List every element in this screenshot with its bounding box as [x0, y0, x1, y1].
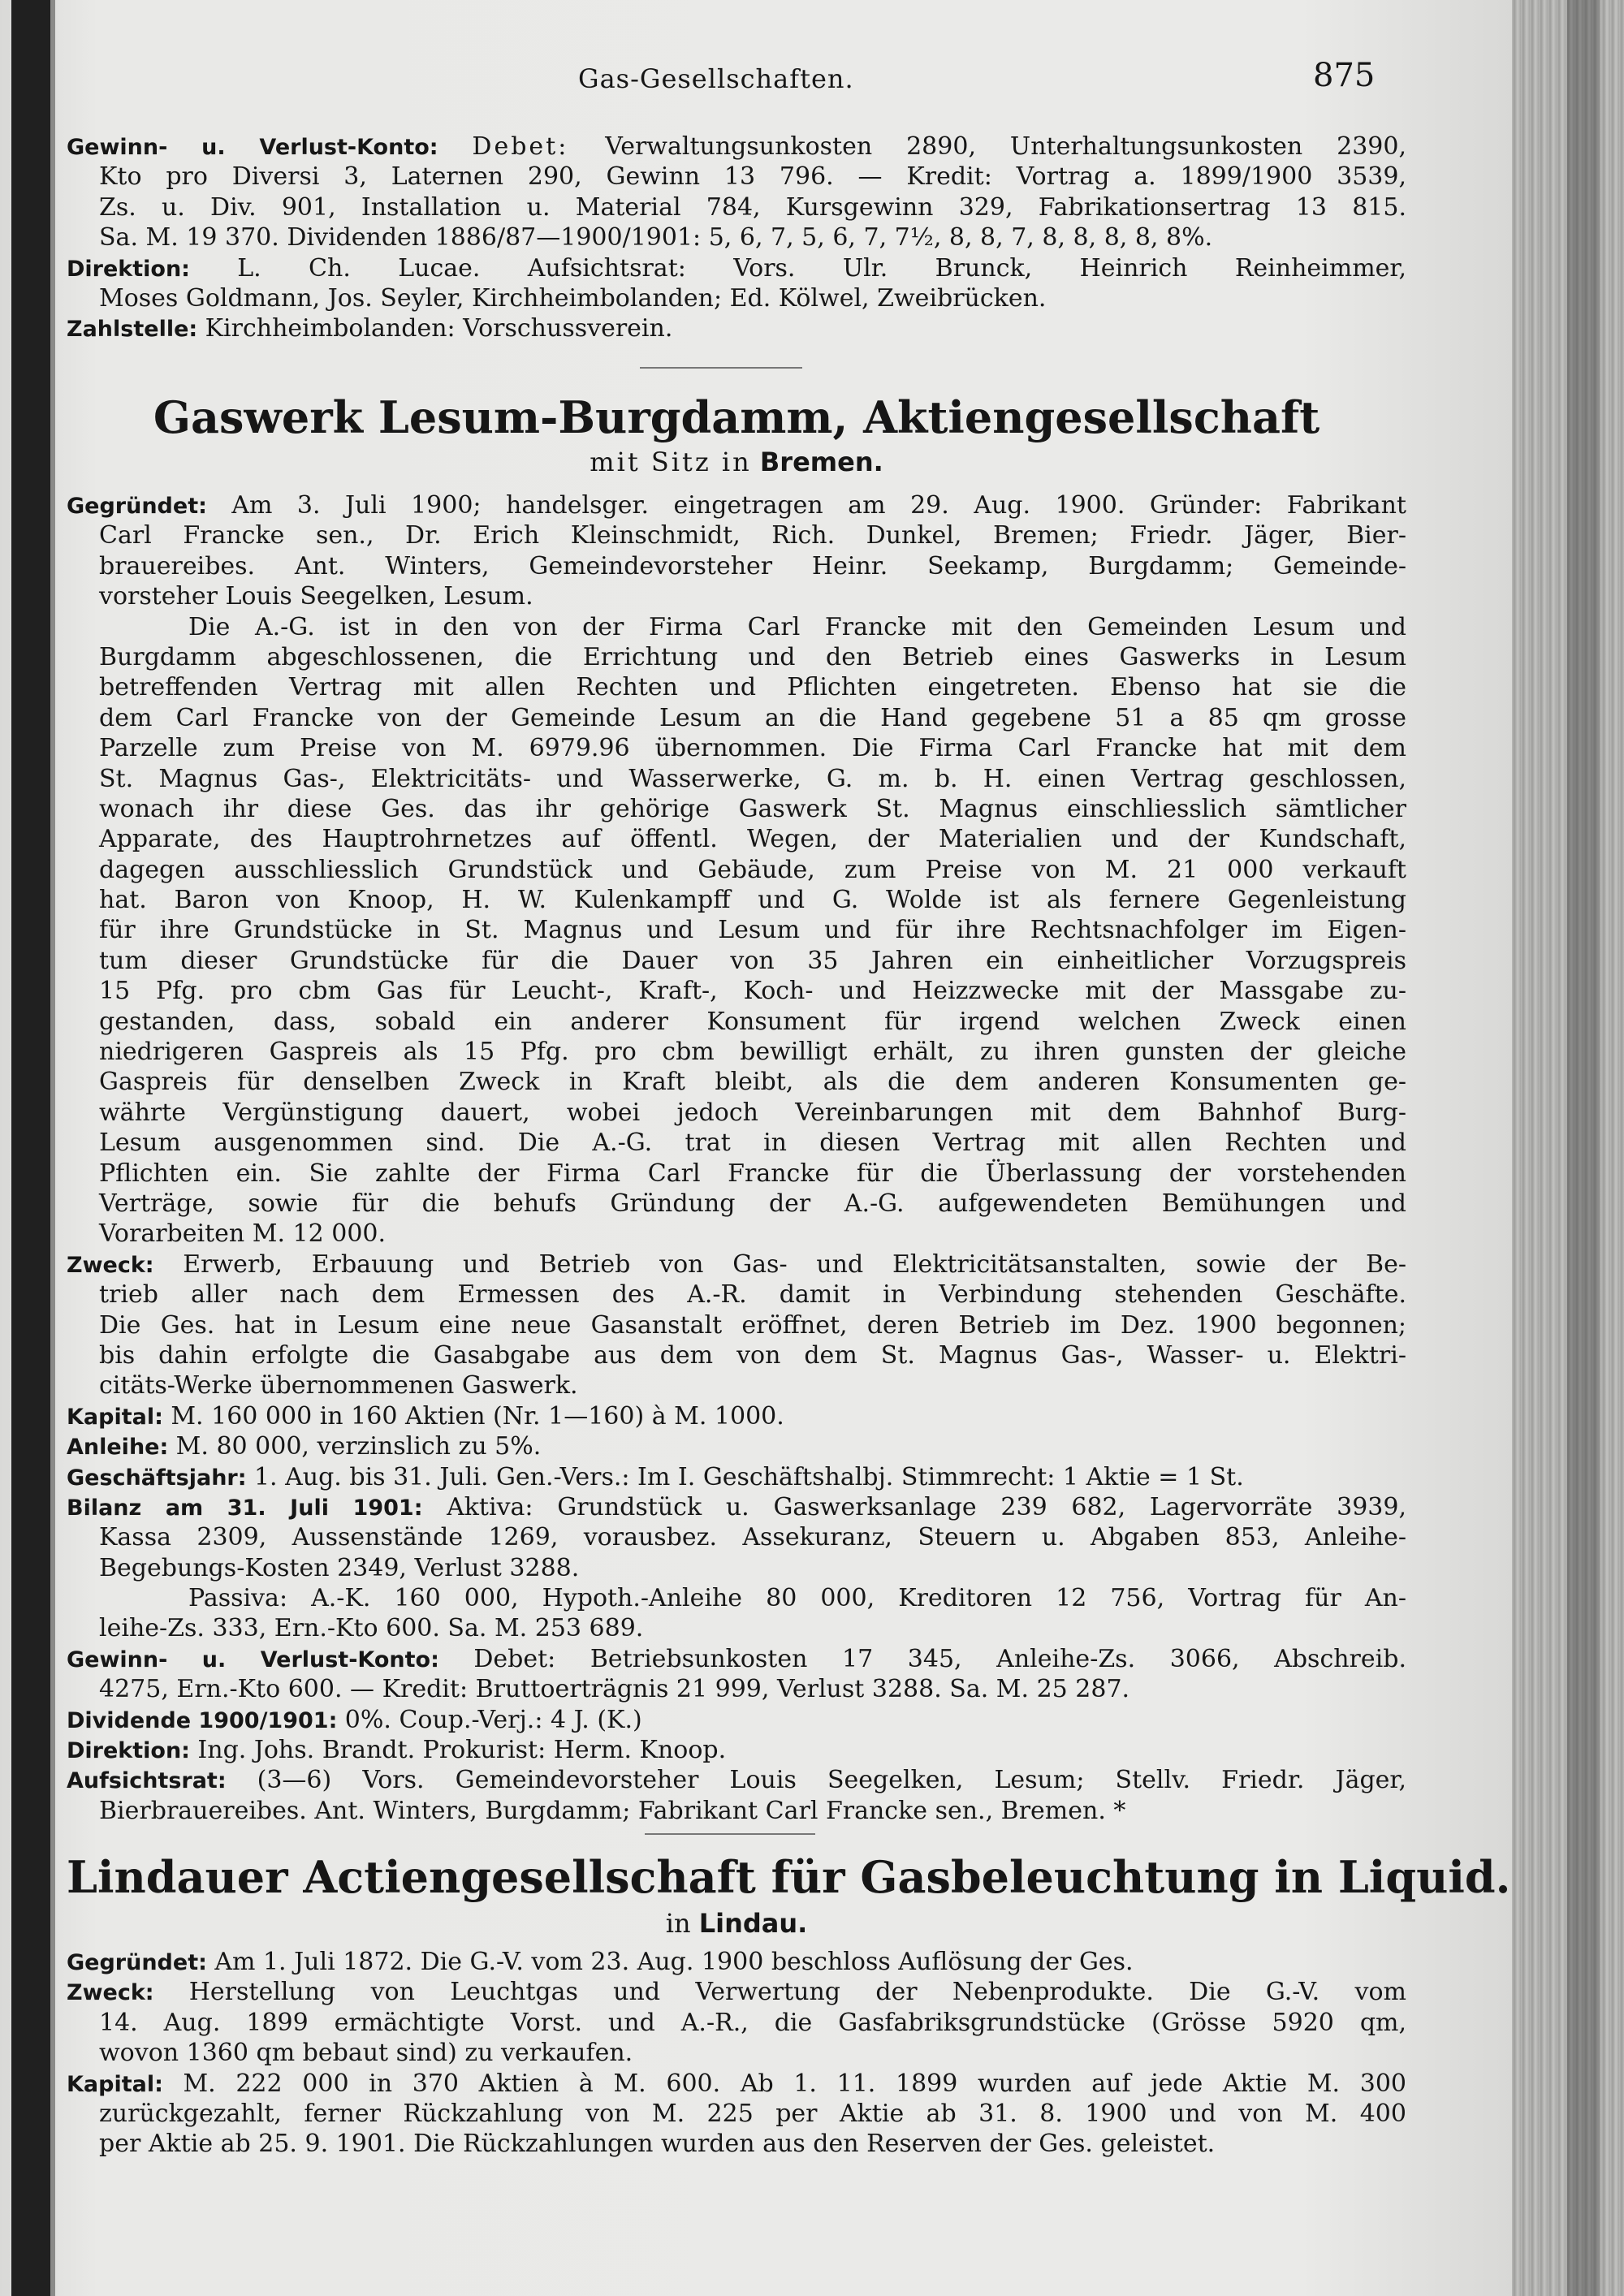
text-line [67, 1189, 1406, 1219]
text-line [67, 642, 1406, 672]
seat-prefix: in [665, 1908, 691, 1939]
field-label: Dividende 1900/1901: [67, 1707, 345, 1733]
field-label: Kapital: [67, 2071, 184, 2097]
text-line [67, 1128, 1406, 1158]
text-line [67, 1431, 1406, 1461]
seat-city: Lindau. [698, 1908, 808, 1939]
text-line [67, 2038, 1406, 2068]
field-text: Kirchheimbolanden: Vorschussverein. [205, 314, 673, 343]
field-text: 0%. Coup.-Verj.: 4 J. (K.) [344, 1705, 642, 1734]
field-text: Kto pro Diversi 3, Laternen 290, Gewinn 13 796. — Kredit: Vortrag a. 1899/1900 3539, [99, 162, 1406, 192]
field-text: betreffenden Vertrag mit allen Rechten und Pflichten eingetreten. Ebenso hat sie die [99, 673, 1406, 702]
field-label: Direktion: [67, 1738, 198, 1764]
field-text: Bierbrauereibes. Ant. Winters, Burgdamm; Fabrikant Carl Francke sen., Bremen. * [99, 1796, 1126, 1825]
text-line [67, 1674, 1406, 1704]
field-label: Aufsichtsrat: [67, 1768, 257, 1794]
section-divider [645, 1833, 815, 1835]
seat-city: Bremen. [759, 447, 883, 477]
section-divider [640, 367, 802, 369]
field-text: wovon 1360 qm bebaut sind) zu verkaufen. [99, 2039, 633, 2068]
text-line [67, 192, 1406, 222]
field-text: niedrigeren Gaspreis als 15 Pfg. pro cbm bewilligt erhält, zu ihren gunsten der gleiche [99, 1038, 1406, 1067]
field-text: für ihre Grundstücke in St. Magnus und Lesum und für ihre Rechtsnachfolger im Eigen- [99, 916, 1406, 945]
field-label: Direktion: [67, 256, 238, 282]
field-text: M. 222 000 in 370 Aktien à M. 600. Ab 1. 11. 1899 wurden auf jede Aktie M. 300 [183, 2069, 1406, 2098]
field-text: Aktiva: Grundstück u. Gaswerksanlage 239 682, Lagervorräte 3939, [447, 1492, 1406, 1521]
field-text: gestanden, dass, sobald ein anderer Konsument für irgend welchen Zweck einen [99, 1007, 1406, 1036]
text-line [67, 1553, 1406, 1583]
text-line [67, 1947, 1406, 1977]
field-text: tum dieser Grundstücke für die Dauer von 35 Jahren ein einheitlicher Vorzugspreis [99, 946, 1406, 975]
field-label: Zweck: [67, 1980, 189, 2006]
field-text: hat. Baron von Knoop, H. W. Kulenkampff und G. Wolde ist als fernere Gegenleistung [99, 886, 1406, 915]
field-text: Am 1. Juli 1872. Die G.-V. vom 23. Aug. 1900 beschloss Auflösung der Ges. [214, 1948, 1134, 1976]
field-text: Lesum ausgenommen sind. Die A.-G. trat in diesen Vertrag mit allen Rechten und [99, 1129, 1406, 1158]
field-text: M. 80 000, verzinslich zu 5%. [175, 1432, 542, 1461]
text-line [67, 733, 1406, 763]
field-text: Am 3. Juli 1900; handelsger. eingetragen am 29. Aug. 1900. Gründer: Fabrikant [231, 491, 1406, 520]
field-text: vorsteher Louis Seegelken, Lesum. [99, 582, 533, 611]
field-text: Parzelle zum Preise von M. 6979.96 übernommen. Die Firma Carl Francke hat mit dem [99, 734, 1406, 763]
field-text: Vorarbeiten M. 12 000. [99, 1219, 387, 1249]
field-text: Die Ges. hat in Lesum eine neue Gasanstalt eröffnet, deren Betrieb im Dez. 1900 begonnen; [99, 1310, 1406, 1340]
field-label: Gewinn- u. Verlust-Konto: [67, 1646, 474, 1672]
text-line [67, 1310, 1406, 1340]
text-line [67, 1159, 1406, 1189]
field-label: Gegründet: [67, 494, 232, 519]
text-line [67, 1340, 1406, 1370]
field-label: Anleihe: [67, 1435, 176, 1461]
text-line [67, 1765, 1406, 1795]
field-label: Gewinn- u. Verlust-Konto: [67, 135, 473, 160]
field-text: Apparate, des Hauptrohrnetzes auf öffentl. Wegen, der Materialien und der Kundschaft, [99, 825, 1406, 854]
field-label: Zahlstelle: [67, 317, 205, 343]
text-line [67, 764, 1406, 794]
entry-title-gaswerk-lesum: Gaswerk Lesum-Burgdamm, Aktiengesellschaft [153, 391, 1320, 443]
field-text: Zs. u. Div. 901, Installation u. Material 784, Kursgewinn 329, Fabrikationsertrag 13 815. [99, 192, 1406, 222]
text-line [67, 132, 1406, 162]
field-text: Verträge, sowie für die behufs Gründung der A.-G. aufgewendeten Bemühungen und [99, 1189, 1406, 1218]
text-line [67, 1401, 1406, 1431]
field-text: dem Carl Francke von der Gemeinde Lesum an die Hand gegebene 51 a 85 qm grosse [99, 703, 1406, 732]
field-text: Die A.-G. ist in den von der Firma Carl Francke mit den Gemeinden Lesum und [188, 612, 1406, 641]
text-line [67, 1067, 1406, 1097]
field-text: Gaspreis für denselben Zweck in Kraft bleibt, als die dem anderen Konsumenten ge- [99, 1068, 1406, 1097]
field-label: Zweck: [67, 1252, 184, 1278]
field-text: brauereibes. Ant. Winters, Gemeindevorsteher Heinr. Seekamp, Burgdamm; Gemeinde- [99, 551, 1406, 580]
text-line [67, 1522, 1406, 1552]
text-line [67, 1644, 1406, 1674]
text-line [67, 520, 1406, 550]
text-line [67, 976, 1406, 1006]
field-text: 15 Pfg. pro cbm Gas für Leucht-, Kraft-, Koch- und Heizzwecke mit der Massgabe zu- [99, 977, 1406, 1006]
field-text: Sa. M. 19 370. Dividenden 1886/87—1900/1901: 5, 6, 7, 5, 6, 7, 7½, 8, 8, 7, 8, 8, 8, 8, 8%. [99, 223, 1213, 252]
field-text: Pflichten ein. Sie zahlte der Firma Carl Francke für die Überlassung der vorstehenden [99, 1159, 1406, 1188]
field-text: Debet: Betriebsunkosten 17 345, Anleihe-Zs. 3066, Abschreib. [473, 1644, 1406, 1673]
scan-left-edge [50, 0, 55, 2296]
entry-title-lindauer: Lindauer Actiengesellschaft für Gasbeleuchtung in Liquid. [67, 1851, 1511, 1903]
field-text: L. Ch. Lucae. Aufsichtsrat: Vors. Ulr. Brunck, Heinrich Reinheimmer, [237, 253, 1406, 283]
scan-right-shadow [1567, 0, 1600, 2296]
field-sublabel: Debet: [472, 132, 606, 161]
field-text: zurückgezahlt, ferner Rückzahlung von M. 225 per Aktie ab 31. 8. 1900 und von M. 400 [99, 2099, 1406, 2128]
page-number: 875 [1313, 57, 1376, 94]
field-text: Ing. Johs. Brandt. Prokurist: Herm. Knoop. [197, 1736, 727, 1765]
entry-seat-gaswerk-lesum [67, 447, 1406, 477]
text-line [67, 824, 1406, 854]
text-line [67, 1462, 1406, 1492]
field-text: Erwerb, Erbauung und Betrieb von Gas- und Elektricitätsanstalten, sowie der Be- [183, 1249, 1406, 1279]
text-line [67, 1037, 1406, 1067]
text-line [67, 253, 1406, 283]
entry-body-gaswerk-lesum [67, 490, 1406, 1826]
text-line [67, 581, 1406, 611]
field-text: Herstellung von Leuchtgas und Verwertung der Nebenprodukte. Die G.-V. vom [188, 1978, 1406, 2007]
field-text: Burgdamm abgeschlossenen, die Errichtung und den Betrieb eines Gaswerks in Lesum [99, 642, 1406, 671]
text-line [67, 1370, 1406, 1400]
field-label: Kapital: [67, 1404, 171, 1430]
text-line [67, 162, 1406, 192]
field-text: Moses Goldmann, Jos. Seyler, Kirchheimbolanden; Ed. Kölwel, Zweibrücken. [99, 283, 1047, 313]
text-line [67, 1249, 1406, 1280]
seat-prefix: mit Sitz in [590, 447, 752, 477]
field-text: 4275, Ern.-Kto 600. — Kredit: Bruttoerträgnis 21 999, Verlust 3288. Sa. M. 25 287. [99, 1675, 1130, 1704]
text-line [67, 885, 1406, 915]
text-line [67, 1098, 1406, 1128]
text-line [67, 2099, 1406, 2129]
text-line [67, 794, 1406, 824]
text-line [67, 1977, 1406, 2007]
text-line [67, 612, 1406, 642]
text-line [67, 222, 1406, 252]
text-line [67, 855, 1406, 885]
field-text: 14. Aug. 1899 ermächtigte Vorst. und A.-R., die Gasfabriksgrundstücke (Grösse 5920 qm, [99, 2008, 1406, 2037]
text-line [67, 490, 1406, 520]
field-text: M. 160 000 in 160 Aktien (Nr. 1—160) à M. 1000. [171, 1401, 784, 1431]
text-line [67, 1219, 1406, 1249]
text-line [67, 2129, 1406, 2159]
text-line [67, 1583, 1406, 1613]
field-text: währte Vergünstigung dauert, wobei jedoch Vereinbarungen mit dem Bahnhof Burg- [99, 1098, 1406, 1127]
text-line [67, 1613, 1406, 1643]
field-text: wonach ihr diese Ges. das ihr gehörige Gaswerk St. Magnus einschliesslich sämtlicher [99, 794, 1406, 823]
entry-body-lindauer [67, 1947, 1406, 2160]
text-line [67, 2008, 1406, 2038]
entry-seat-lindauer [67, 1908, 1406, 1939]
field-text: dagegen ausschliesslich Grundstück und Gebäude, zum Preise von M. 21 000 verkauft [99, 855, 1406, 884]
text-line [67, 313, 1406, 343]
field-text: leihe-Zs. 333, Ern.-Kto 600. Sa. M. 253 689. [99, 1614, 644, 1643]
field-text: per Aktie ab 25. 9. 1901. Die Rückzahlungen wurden aus den Reserven der Ges. geleistet. [99, 2130, 1216, 2159]
field-text: Passiva: A.-K. 160 000, Hypoth.-Anleihe 80 000, Kreditoren 12 756, Vortrag für An- [188, 1584, 1406, 1613]
scan-left-border [11, 0, 50, 2296]
field-text: (3—6) Vors. Gemeindevorsteher Louis Seegelken, Lesum; Stellv. Friedr. Jäger, [257, 1766, 1406, 1795]
field-text: bis dahin erfolgte die Gasabgabe aus dem von dem St. Magnus Gas-, Wasser- u. Elektri- [99, 1340, 1406, 1370]
text-line [67, 946, 1406, 976]
text-line [67, 1705, 1406, 1735]
text-line [67, 283, 1406, 313]
text-line [67, 1007, 1406, 1037]
text-line [67, 915, 1406, 945]
field-text: citäts-Werke übernommenen Gaswerk. [99, 1371, 578, 1400]
field-label: Gegründet: [67, 1950, 215, 1975]
field-text: Kassa 2309, Aussenstände 1269, vorausbez. Assekuranz, Steuern u. Abgaben 853, Anleihe- [99, 1523, 1406, 1552]
text-line [67, 1280, 1406, 1310]
field-text: Carl Francke sen., Dr. Erich Kleinschmidt, Rich. Dunkel, Bremen; Friedr. Jäger, Bier- [99, 521, 1406, 550]
field-label: Geschäftsjahr: [67, 1465, 254, 1491]
field-text: Begebungs-Kosten 2349, Verlust 3288. [99, 1553, 580, 1582]
text-line [67, 703, 1406, 733]
running-head [67, 57, 1406, 106]
text-line [67, 551, 1406, 581]
running-title: Gas-Gesellschaften. [578, 63, 854, 94]
field-text: Verwaltungsunkosten 2890, Unterhaltungsunkosten 2390, [605, 132, 1407, 161]
text-line [67, 1492, 1406, 1522]
text-line [67, 672, 1406, 702]
text-line [67, 2069, 1406, 2099]
previous-entry-tail [67, 132, 1406, 344]
field-text: St. Magnus Gas-, Elektricitäts- und Wasserwerke, G. m. b. H. einen Vertrag geschlossen, [99, 764, 1406, 793]
field-text: trieb aller nach dem Ermessen des A.-R. damit in Verbindung stehenden Geschäfte. [99, 1280, 1406, 1310]
field-label: Bilanz am 31. Juli 1901: [67, 1495, 447, 1521]
field-text: 1. Aug. bis 31. Juli. Gen.-Vers.: Im I. Geschäftshalbj. Stimmrecht: 1 Aktie = 1 St. [253, 1462, 1244, 1491]
text-line [67, 1796, 1406, 1826]
text-line [67, 1735, 1406, 1765]
